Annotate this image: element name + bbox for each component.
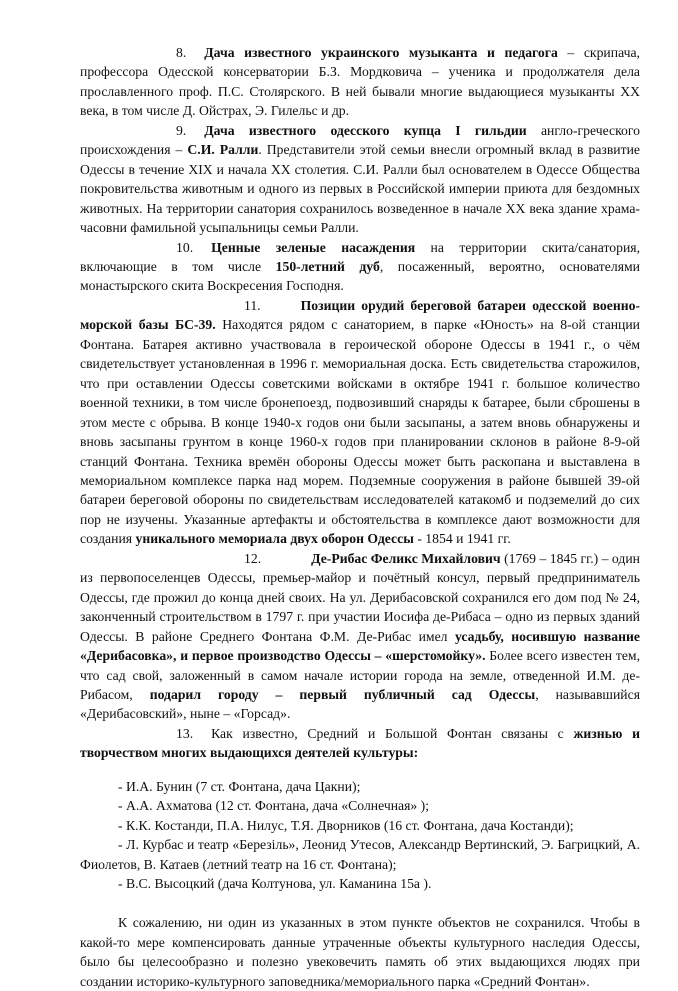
item-number: 13. [176, 725, 194, 741]
paragraph-text: на территории скита/санатория, включающие в том числе [80, 239, 640, 274]
bold-phrase: усадьбу, носившую название «Дерибасовка», и первое производство Одессы – «шерстомойку». [80, 628, 640, 664]
paragraph-text: Как известно, Средний и Большой Фонтан связаны с [211, 725, 574, 741]
paragraph-text: Более всего известен тем, что сад свой, заложенный в самом начале истории города на земле, отведенной И.М. де-Рибасом, [80, 648, 640, 702]
item-number: 12. [244, 550, 262, 566]
paragraph-text: Находятся рядом с санаторием, в парке «Юность» на 8-ой станции Фонтана. Батарея активно участвовала в героической обороне Одессы в 1941 г., о чём свидетельствует установленная в 1996 г. мемориальная доска. Есть свидетельства старожилов, что при оставлении Одессы советскими войсками в октябре 1941 г. большое количество военной техники, в том числе бронепоезд, подвозивший снаряды к батарее, были сброшены в этом месте с обрыва. В конце 1940-х годов они были засыпаны, а затем вновь обнаружены и вновь засыпаны грунтом в конце 1960-х годов при планировании склонов в районе 8-9-ой станций Фонтана. Техника времён обороны Одессы может быть раскопана и выставлена в мемориальном комплексе парка над морем. Подземные сооружения в районе бывшей 39-ой батареи береговой обороны по свидетельствам исследователей катакомб и подземелий до сих пор не изучены. Указанные артефакты и обстоятельства в комплексе дают возможности для создания [80, 317, 640, 547]
paragraph-text: , называвшийся «Дерибасовский», ныне – «Горсад». [80, 686, 640, 722]
bold-heading: Дача известного украинского музыканта и педагога [204, 45, 558, 60]
list-item: - В.С. Высоцкий (дача Колтунова, ул. Каманина 15а ). [118, 876, 432, 892]
paragraph-13 [80, 724, 640, 763]
paragraph-text: - 1854 и 1941 гг. [413, 531, 511, 547]
bold-heading: Ценные зеленые насаждения [211, 239, 416, 255]
paragraph-text: (1769 – 1845 гг.) – один из первопоселенцев Одессы, премьер-майор и почётный консул, первый предприниматель Одессы, где прожил до конца дней своих. На ул. Дерибасовской сохранился его дом под № 24, законченный строительством в 1797 г. при участии Иосифа де-Рибаса – одно из первых зданий Одессы. В районе Среднего Фонтана Ф.М. Де-Рибас имел [80, 550, 640, 644]
bold-phrase: жизнью и творчеством многих выдающихся деятелей культуры: [80, 725, 640, 761]
paragraph-text: , посаженный, вероятно, основателями монастырского скита Воскресения Господня. [80, 258, 640, 294]
item-number: 11. [244, 297, 261, 313]
paragraph-text: англо-греческого происхождения – [80, 122, 640, 158]
list-item: - Л. Курбас и театр «Березiль», Леонид Утесов, Александр Вертинский, Э. Багрицкий, А. Фиолетов, В. Катаев (летний театр на 16 ст. Фонтана); [80, 837, 640, 872]
item-number: 8. [176, 45, 187, 60]
paragraph-10 [80, 238, 640, 296]
bold-heading: Позиции орудий береговой батареи одесской военно-морской базы БС-39. [80, 297, 640, 333]
bold-phrase: уникального мемориала двух оборон Одессы [135, 531, 414, 547]
bold-phrase: подарил городу – первый публичный сад Одессы [149, 686, 536, 702]
list-item: - И.А. Бунин (7 ст. Фонтана, дача Цакни); [118, 778, 361, 794]
document-body [80, 43, 640, 991]
closing-paragraph: К сожалению, ни один из указанных в этом пункте объектов не сохранился. Чтобы в какой-то мере компенсировать данные утраченные объекты культурного наследия Одессы, было бы целесообразно и полезно увековечить память об этих выдающихся людях при создании историко-культурного заповедника/мемориального парка «Средний Фонтан». [80, 915, 640, 989]
bold-name: С.И. Ралли [187, 142, 259, 158]
paragraph-12 [80, 549, 640, 724]
paragraph-8 [80, 43, 640, 121]
paragraph-9 [80, 121, 640, 238]
item-number: 9. [176, 122, 187, 138]
item-number: 10. [176, 239, 194, 255]
spacer [80, 893, 640, 913]
bold-heading: Дача известного одесского купца I гильдии [204, 122, 527, 138]
paragraph-text: – скрипача, профессора Одесской консерватории Б.З. Мордковича – ученика и продолжателя дела прославленного проф. П.С. Столярского. В ней бывали многие выдающиеся музыканты ХХ века, в том числе Д. Ойстрах, Э. Гилельс и др. [80, 45, 640, 119]
paragraph-11 [80, 296, 640, 549]
bold-phrase: 150-летний дуб [275, 258, 380, 274]
list-item: - К.К. Костанди, П.А. Нилус, Т.Я. Дворников (16 ст. Фонтана, дача Костанди); [118, 817, 574, 833]
paragraph-text: . Представители этой семьи внесли огромный вклад в развитие Одессы в течение XIX и начала ХХ столетия. С.И. Ралли был основателем в Одессе Общества покровительства животным и одного из первых в Российской империи приюта для бездомных животных. На территории санатория сохранилось возведенное в начале ХХ века здание храма-часовни фамильной усыпальницы семьи Ралли. [80, 142, 640, 236]
bold-heading: Де-Рибас Феликс Михайлович [311, 550, 501, 566]
list-item: - А.А. Ахматова (12 ст. Фонтана, дача «Солнечная» ); [118, 798, 430, 814]
culture-figures-list [80, 777, 640, 894]
